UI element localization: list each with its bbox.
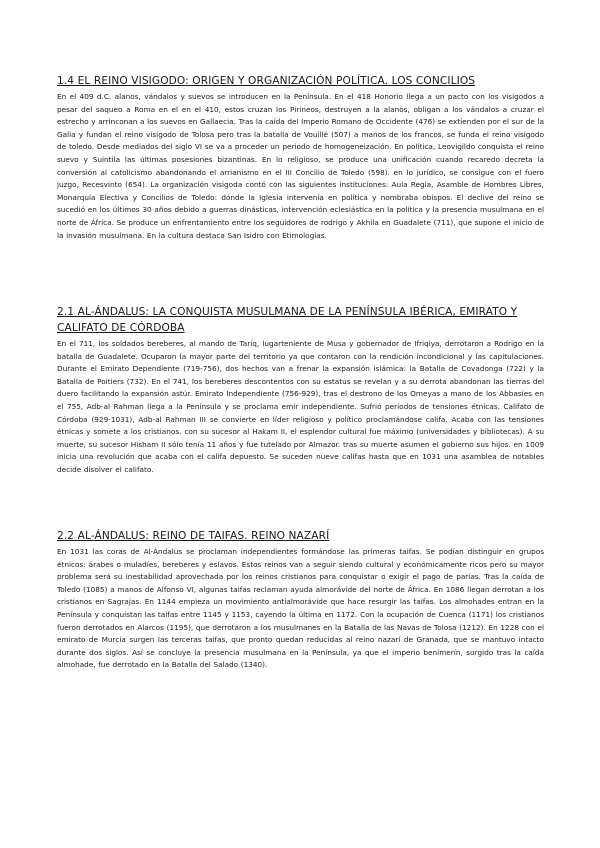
- section-body: En el 409 d.C. alanos, vándalos y suevos se introducen en la Península. En el 418 Honorio llega a un pacto con los visigodos a pesar del saqueo a Roma en el en el 410, estos cruzan los Pirineos, destruyen a la alanos, obligan a los vándalos a cruzar el estrecho y arrinconan a los suevos en Gallaecia. Tras la caída del Imperio Romano de Occidente (476) se extienden por el sur de la Galia y fundan el reino visigodo de Tolosa pero tras la batalla de Vouillé (507) a manos de los francos, se funda el reino visigodo de toledo. Desde mediados del siglo VI se va a proceder un periodo de homogeneización. En política, Leovigildo conquista el reino suevo y Suintila las últimas posesiones bizantinas. En lo religioso, se produce una unificación cuando recaredo decreta la conversión al catolicismo abandonando el arrianismo en el III Concilio de Toledo (598). en lo jurídico, se consigue con el fuero juzgo, Recesvinto (654). La organización visigoda contó con las siguientes instituciones: Aula Regia, Asamble de Hombres Libres, Monarquía Electiva y Concilios de Toledo: dónde la Iglesia intervenía en política y nombraba obispos. El declive del reino se sucedió en los últimos 30 años debido a guerras dinásticas, intervención eclesiástica en la política y la presencia musulmana en el norte de África. Se produce un enfrentamiento entre los seguidores de rodrigo y Akhila en Guadalete (711), que supone el inicio de la invasión musulmana. En la cultura destaca San Isidro con Etimologías.: [57, 92, 544, 240]
- section-al-andalus-conquest: [57, 304, 544, 477]
- section-heading: 2.2 AL-ÁNDALUS: REINO DE TAIFAS. REINO NAZARÍ: [57, 530, 330, 542]
- section-body: En 1031 las coras de Al-Ándalus se proclaman independientes formándose las primeras taifas. Se podían distinguir en grupos étnicos: árabes o muladíes, bereberes y eslavos. Estos reinos van a seguir siendo cultural y económicamente ricos pero su mayor problema será su inestabilidad aprovechada por los reinos cristianos para conquistar o exigir el pago de parias. Tras la caída de Toledo (1085) a manos de Alfonso VI, algunas taifas reclaman ayuda almorávide del norte de África. En 1086 llegan derrotan a los cristianos en Sagrajas. En 1144 empieza un movimiento antialmorávide que hace resurgir las taifas. Los almohades entran en la Península y conquistan las taifas entre 1145 y 1153, cayendo la última en 1172. Con la ocupación de Cuenca (1171) los cristianos fueron derrotados en Alarcos (1195), que derrotaron a los musulmanes en la Batalla de las Navas de Tolosa (1212). En 1228 con el emirato de Murcia surgen las terceras taifas, que pronto quedan reducidas al reino nazarí de Granada, que se mantuvo intacto durante dos siglos. Así se concluye la presencia musulmana en la Península, ya que el imperio benimerín, surgido tras la caída almohade, fue derrotado en la Batalla del Salado (1340).: [57, 547, 544, 670]
- section-body: En el 711, los soldados bereberes, al mando de Tariq, lugarteniente de Musa y gobernador de Ifriqiya, derrotaron a Rodrigo en la batalla de Guadalete. Ocuparon la mayor parte del territorio ya que contaron con la rendición incondicional y las capitulaciones. Durante el Emirato Dependiente (719-756), dos hechos van a frenar la expansión islámica: la Batalla de Covadonga (722) y la Batalla de Poitiers (732). En el 741, los bereberes descontentos con su estatus se revelan y a su derrota abandonan las tierras del duero facilitando la expansión astúr. Emirato Independiente (756-929), tras el destrono de los Omeyas a mano de los Abbasíes en el 755, Adb-al Rahman llega a la Península y se proclama emir independiente. Sufrió períodos de tensiones étnicas. Califato de Córdoba (929-1031), Adb-al Rahman III se convierte en líder religioso y político proclamándose califa. Acaba con las tensiones étnicas y somete a los cristianos. con su sucesor al Hakam II, el esplendor cultural fue máximo (universidades y bibliotecas). A su muerte, su sucesor Hisham II sólo tenía 11 años y fue tutelado por Almazor. tras su muerte asumen el gobierno sus hijos. en 1009 inicia una revolución que acaba con el califa depuesto. Se suceden nueve califas hasta que en 1031 una asamblea de notables decide disolver el califato.: [57, 339, 544, 474]
- section-heading: 2.1 AL-ÁNDALUS: LA CONQUISTA MUSULMANA DE LA PENÍNSULA IBÉRICA, EMIRATO Y CALIFATO DE CÓRDOBA: [57, 306, 518, 334]
- section-heading: 1.4 EL REINO VISIGODO: ORIGEN Y ORGANIZACIÓN POLÍTICA. LOS CONCILIOS: [57, 75, 476, 87]
- section-visigothic-kingdom: [57, 73, 544, 242]
- section-taifas-nasrid: [57, 528, 544, 672]
